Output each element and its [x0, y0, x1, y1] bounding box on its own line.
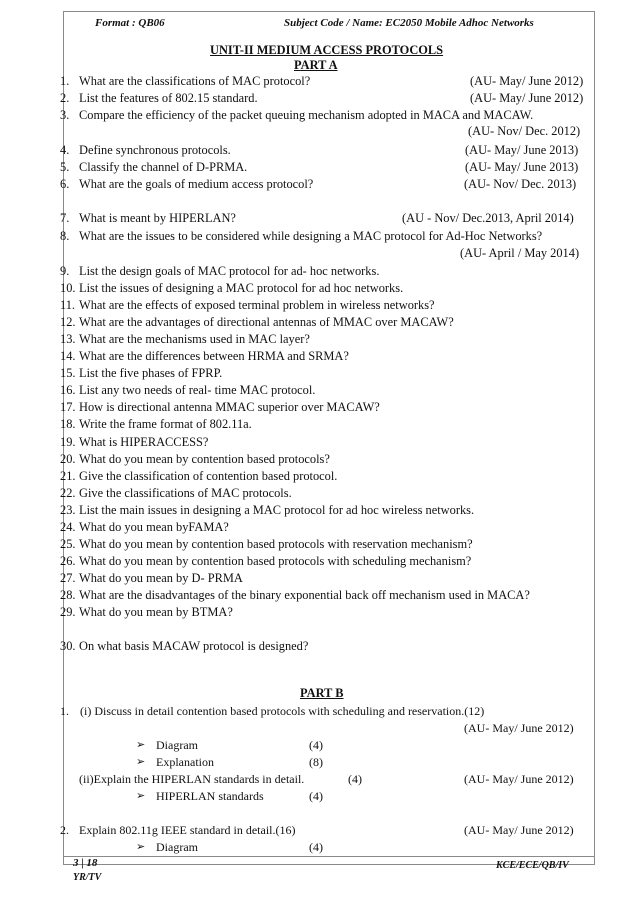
question-text: List the five phases of FPRP. [79, 366, 223, 380]
question-number: 2. [60, 823, 69, 837]
question-number: 2. [60, 91, 70, 105]
question-text: What do you mean by contention based protocols with reservation mechanism? [79, 537, 473, 551]
question-text: Define synchronous protocols. [79, 143, 231, 157]
question-number: 19. [60, 435, 76, 449]
question-text: What are the advantages of directional antennas of MMAC over MACAW? [79, 315, 454, 329]
question-text: What are the classifications of MAC protocol? [79, 74, 311, 88]
question-number: 17. [60, 400, 76, 414]
question-number: 16. [60, 383, 76, 397]
question-text: What are the issues to be considered while designing a MAC protocol for Ad-Hoc Networks? [79, 229, 543, 243]
arrow-bullet-icon: ➢ [136, 756, 146, 768]
question-source: (AU - Nov/ Dec.2013, April 2014) [402, 211, 574, 225]
question-text: Explain 802.11g IEEE standard in detail.(16) [79, 823, 296, 837]
bullet-marks: (4) [309, 738, 323, 752]
question-number: 24. [60, 520, 76, 534]
question-text: What are the goals of medium access protocol? [79, 177, 314, 191]
question-text: Write the frame format of 802.11a. [79, 417, 252, 431]
question-number: 22. [60, 486, 76, 500]
question-text: What do you mean by contention based protocols with scheduling mechanism? [79, 554, 472, 568]
question-source: (AU- May/ June 2012) [464, 772, 574, 786]
question-number: 1. [60, 704, 69, 718]
question-text: What do you mean by D- PRMA [79, 571, 243, 585]
footer-code: KCE/ECE/QB/IV [496, 860, 569, 871]
footer-rule [63, 856, 595, 857]
part-a-title: PART A [294, 58, 338, 72]
question-text: List the issues of designing a MAC protocol for ad hoc networks. [79, 281, 404, 295]
question-text: Compare the efficiency of the packet queuing mechanism adopted in MACA and MACAW. [79, 108, 534, 122]
question-text: List the main issues in designing a MAC protocol for ad hoc wireless networks. [79, 503, 475, 517]
question-number: 8. [60, 229, 70, 243]
question-text: What do you mean by contention based protocols? [79, 452, 330, 466]
question-source: (AU- May/ June 2012) [470, 74, 584, 88]
unit-title: UNIT-II MEDIUM ACCESS PROTOCOLS [210, 43, 444, 57]
sub-question-marks: (4) [348, 772, 362, 786]
question-text: List the features of 802.15 standard. [79, 91, 258, 105]
question-number: 12. [60, 315, 76, 329]
question-number: 11. [60, 298, 76, 312]
question-number: 7. [60, 211, 70, 225]
question-text: List any two needs of real- time MAC protocol. [79, 383, 316, 397]
question-number: 5. [60, 160, 70, 174]
question-source: (AU- May/ June 2012) [464, 721, 574, 735]
question-number: 9. [60, 264, 70, 278]
subject-label: Subject Code / Name: EC2050 Mobile Adhoc Networks [284, 17, 534, 29]
question-source: (AU- May/ June 2013) [465, 143, 579, 157]
question-number: 6. [60, 177, 70, 191]
arrow-bullet-icon: ➢ [136, 739, 146, 751]
question-number: 26. [60, 554, 76, 568]
bullet-marks: (4) [309, 789, 323, 803]
question-number: 1. [60, 74, 70, 88]
part-b-title: PART B [300, 686, 344, 700]
question-text: List the design goals of MAC protocol for ad- hoc networks. [79, 264, 380, 278]
question-text: What do you mean byFAMA? [79, 520, 229, 534]
question-number: 18. [60, 417, 76, 431]
question-number: 15. [60, 366, 76, 380]
bullet-label: Diagram [156, 840, 198, 854]
question-text: How is directional antenna MMAC superior over MACAW? [79, 400, 380, 414]
question-text: What is meant by HIPERLAN? [79, 211, 236, 225]
question-number: 23. [60, 503, 76, 517]
question-text: What are the disadvantages of the binary exponential back off mechanism used in MACA? [79, 588, 530, 602]
format-label: Format : QB06 [95, 17, 165, 29]
question-number: 28. [60, 588, 76, 602]
question-text: What is HIPERACCESS? [79, 435, 209, 449]
footer-year: YR/TV [73, 872, 102, 883]
question-number: 30. [60, 639, 76, 653]
sub-question-text: (ii)Explain the HIPERLAN standards in detail. [79, 772, 305, 786]
bullet-label: Explanation [156, 755, 214, 769]
bullet-label: Diagram [156, 738, 198, 752]
question-source: (AU- Nov/ Dec. 2013) [464, 177, 577, 191]
arrow-bullet-icon: ➢ [136, 841, 146, 853]
question-number: 3. [60, 108, 70, 122]
question-number: 14. [60, 349, 76, 363]
bullet-marks: (4) [309, 840, 323, 854]
question-number: 29. [60, 605, 76, 619]
question-source: (AU- Nov/ Dec. 2012) [468, 124, 581, 138]
question-source: (AU- May/ June 2013) [465, 160, 579, 174]
question-text: Give the classification of contention based protocol. [79, 469, 338, 483]
question-text: What are the differences between HRMA and SRMA? [79, 349, 349, 363]
question-number: 25. [60, 537, 76, 551]
question-text: What do you mean by BTMA? [79, 605, 233, 619]
question-text: Classify the channel of D-PRMA. [79, 160, 248, 174]
question-number: 20. [60, 452, 76, 466]
question-number: 10. [60, 281, 76, 295]
question-number: 21. [60, 469, 76, 483]
question-number: 13. [60, 332, 76, 346]
question-text: What are the mechanisms used in MAC layer? [79, 332, 310, 346]
bullet-marks: (8) [309, 755, 323, 769]
question-text: (i) Discuss in detail contention based protocols with scheduling and reservation.(12) [80, 704, 485, 718]
question-text: What are the effects of exposed terminal problem in wireless networks? [79, 298, 435, 312]
question-number: 27. [60, 571, 76, 585]
question-text: On what basis MACAW protocol is designed? [79, 639, 309, 653]
question-number: 4. [60, 143, 70, 157]
question-text: Give the classifications of MAC protocols. [79, 486, 292, 500]
page-number: 3 | 18 [73, 857, 98, 869]
question-source: (AU- April / May 2014) [460, 246, 580, 260]
arrow-bullet-icon: ➢ [136, 790, 146, 802]
question-source: (AU- May/ June 2012) [464, 823, 574, 837]
question-source: (AU- May/ June 2012) [470, 91, 584, 105]
bullet-label: HIPERLAN standards [156, 789, 264, 803]
